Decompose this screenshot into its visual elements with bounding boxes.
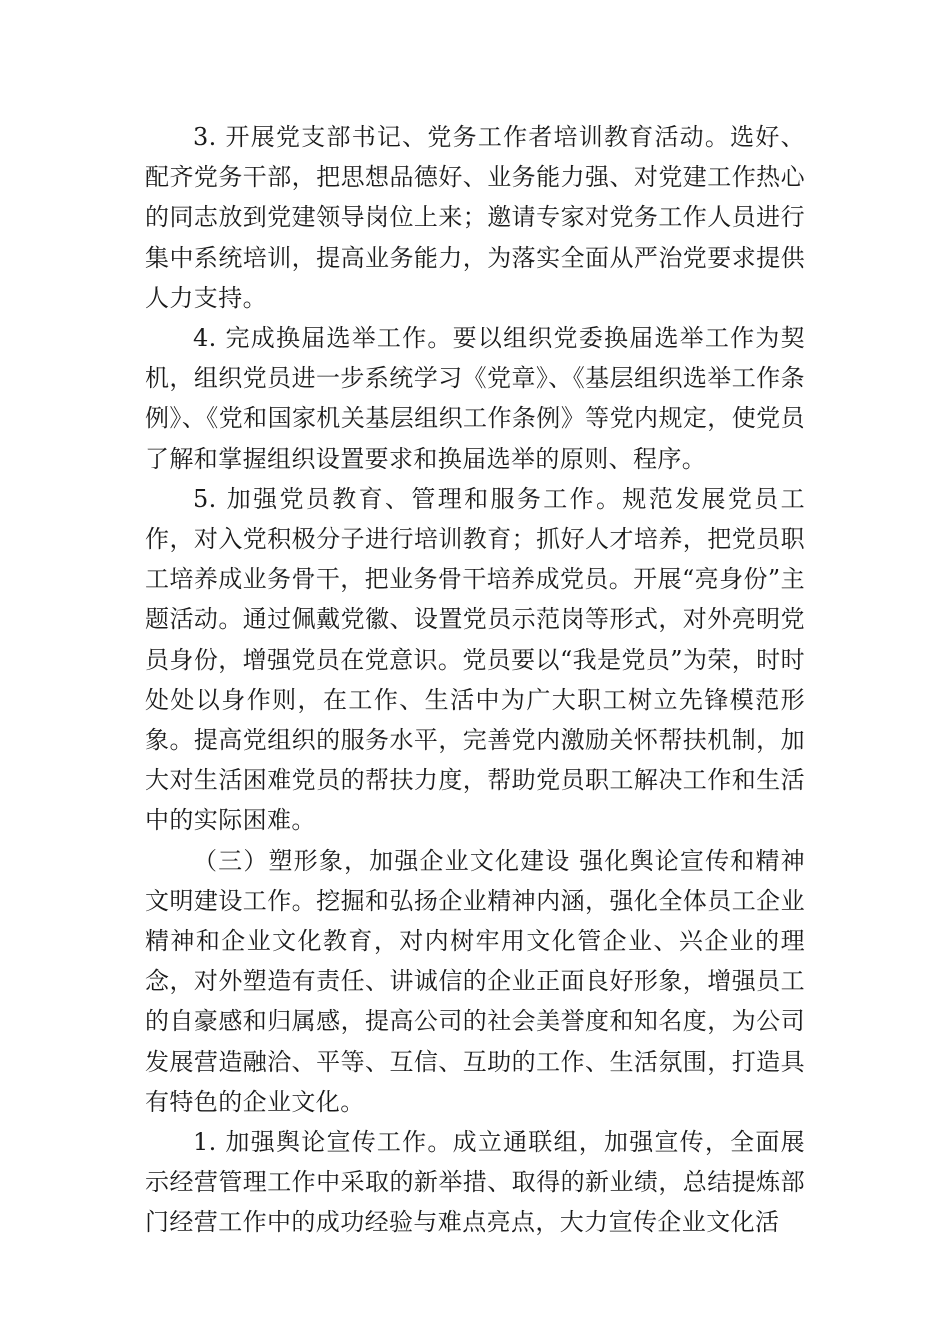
paragraph-item-1-publicity: 1. 加强舆论宣传工作。成立通联组，加强宣传，全面展示经营管理工作中采取的新举措、取得的新业绩，总结提炼部门经营工作中的成功经验与难点亮点，大力宣传企业文化活 xyxy=(145,1128,805,1237)
paragraph-item-4-election: 4. 完成换届选举工作。要以组织党委换届选举工作为契机，组织党员进一步系统学习《党章》、《基层组织选举工作条例》、《党和国家机关基层组织工作条例》等党内规定，使党员了解和掌握组织设置要求和换届选举的原则、程序。 xyxy=(145,324,805,473)
document-body xyxy=(145,117,805,1243)
paragraph-section-3-corporate-culture: （三）塑形象，加强企业文化建设 强化舆论宣传和精神文明建设工作。挖掘和弘扬企业精神内涵，强化全体员工企业精神和企业文化教育，对内树牢用文化管企业、兴企业的理念，对外塑造有责任、讲诚信的企业正面良好形象，增强员工的自豪感和归属感，提高公司的社会美誉度和知名度，为公司发展营造融洽、平等、互信、互助的工作、生活氛围，打造具有特色的企业文化。 xyxy=(145,846,805,1116)
paragraph-item-5-member-education: 5. 加强党员教育、管理和服务工作。规范发展党员工作，对入党积极分子进行培训教育；抓好人才培养，把党员职工培养成业务骨干，把业务骨干培养成党员。开展“亮身份”主题活动。通过佩戴党徽、设置党员示范岗等形式，对外亮明党员身份，增强党员在党意识。党员要以“我是党员”为荣，时时处处以身作则，在工作、生活中为广大职工树立先锋模范形象。提高党组织的服务水平，完善党内激励关怀帮扶机制，加大对生活困难党员的帮扶力度，帮助党员职工解决工作和生活中的实际困难。 xyxy=(145,484,805,835)
paragraph-item-3-training: 3. 开展党支部书记、党务工作者培训教育活动。选好、配齐党务干部，把思想品德好、业务能力强、对党建工作热心的同志放到党建领导岗位上来；邀请专家对党务工作人员进行集中系统培训，提高业务能力，为落实全面从严治党要求提供人力支持。 xyxy=(145,123,805,312)
